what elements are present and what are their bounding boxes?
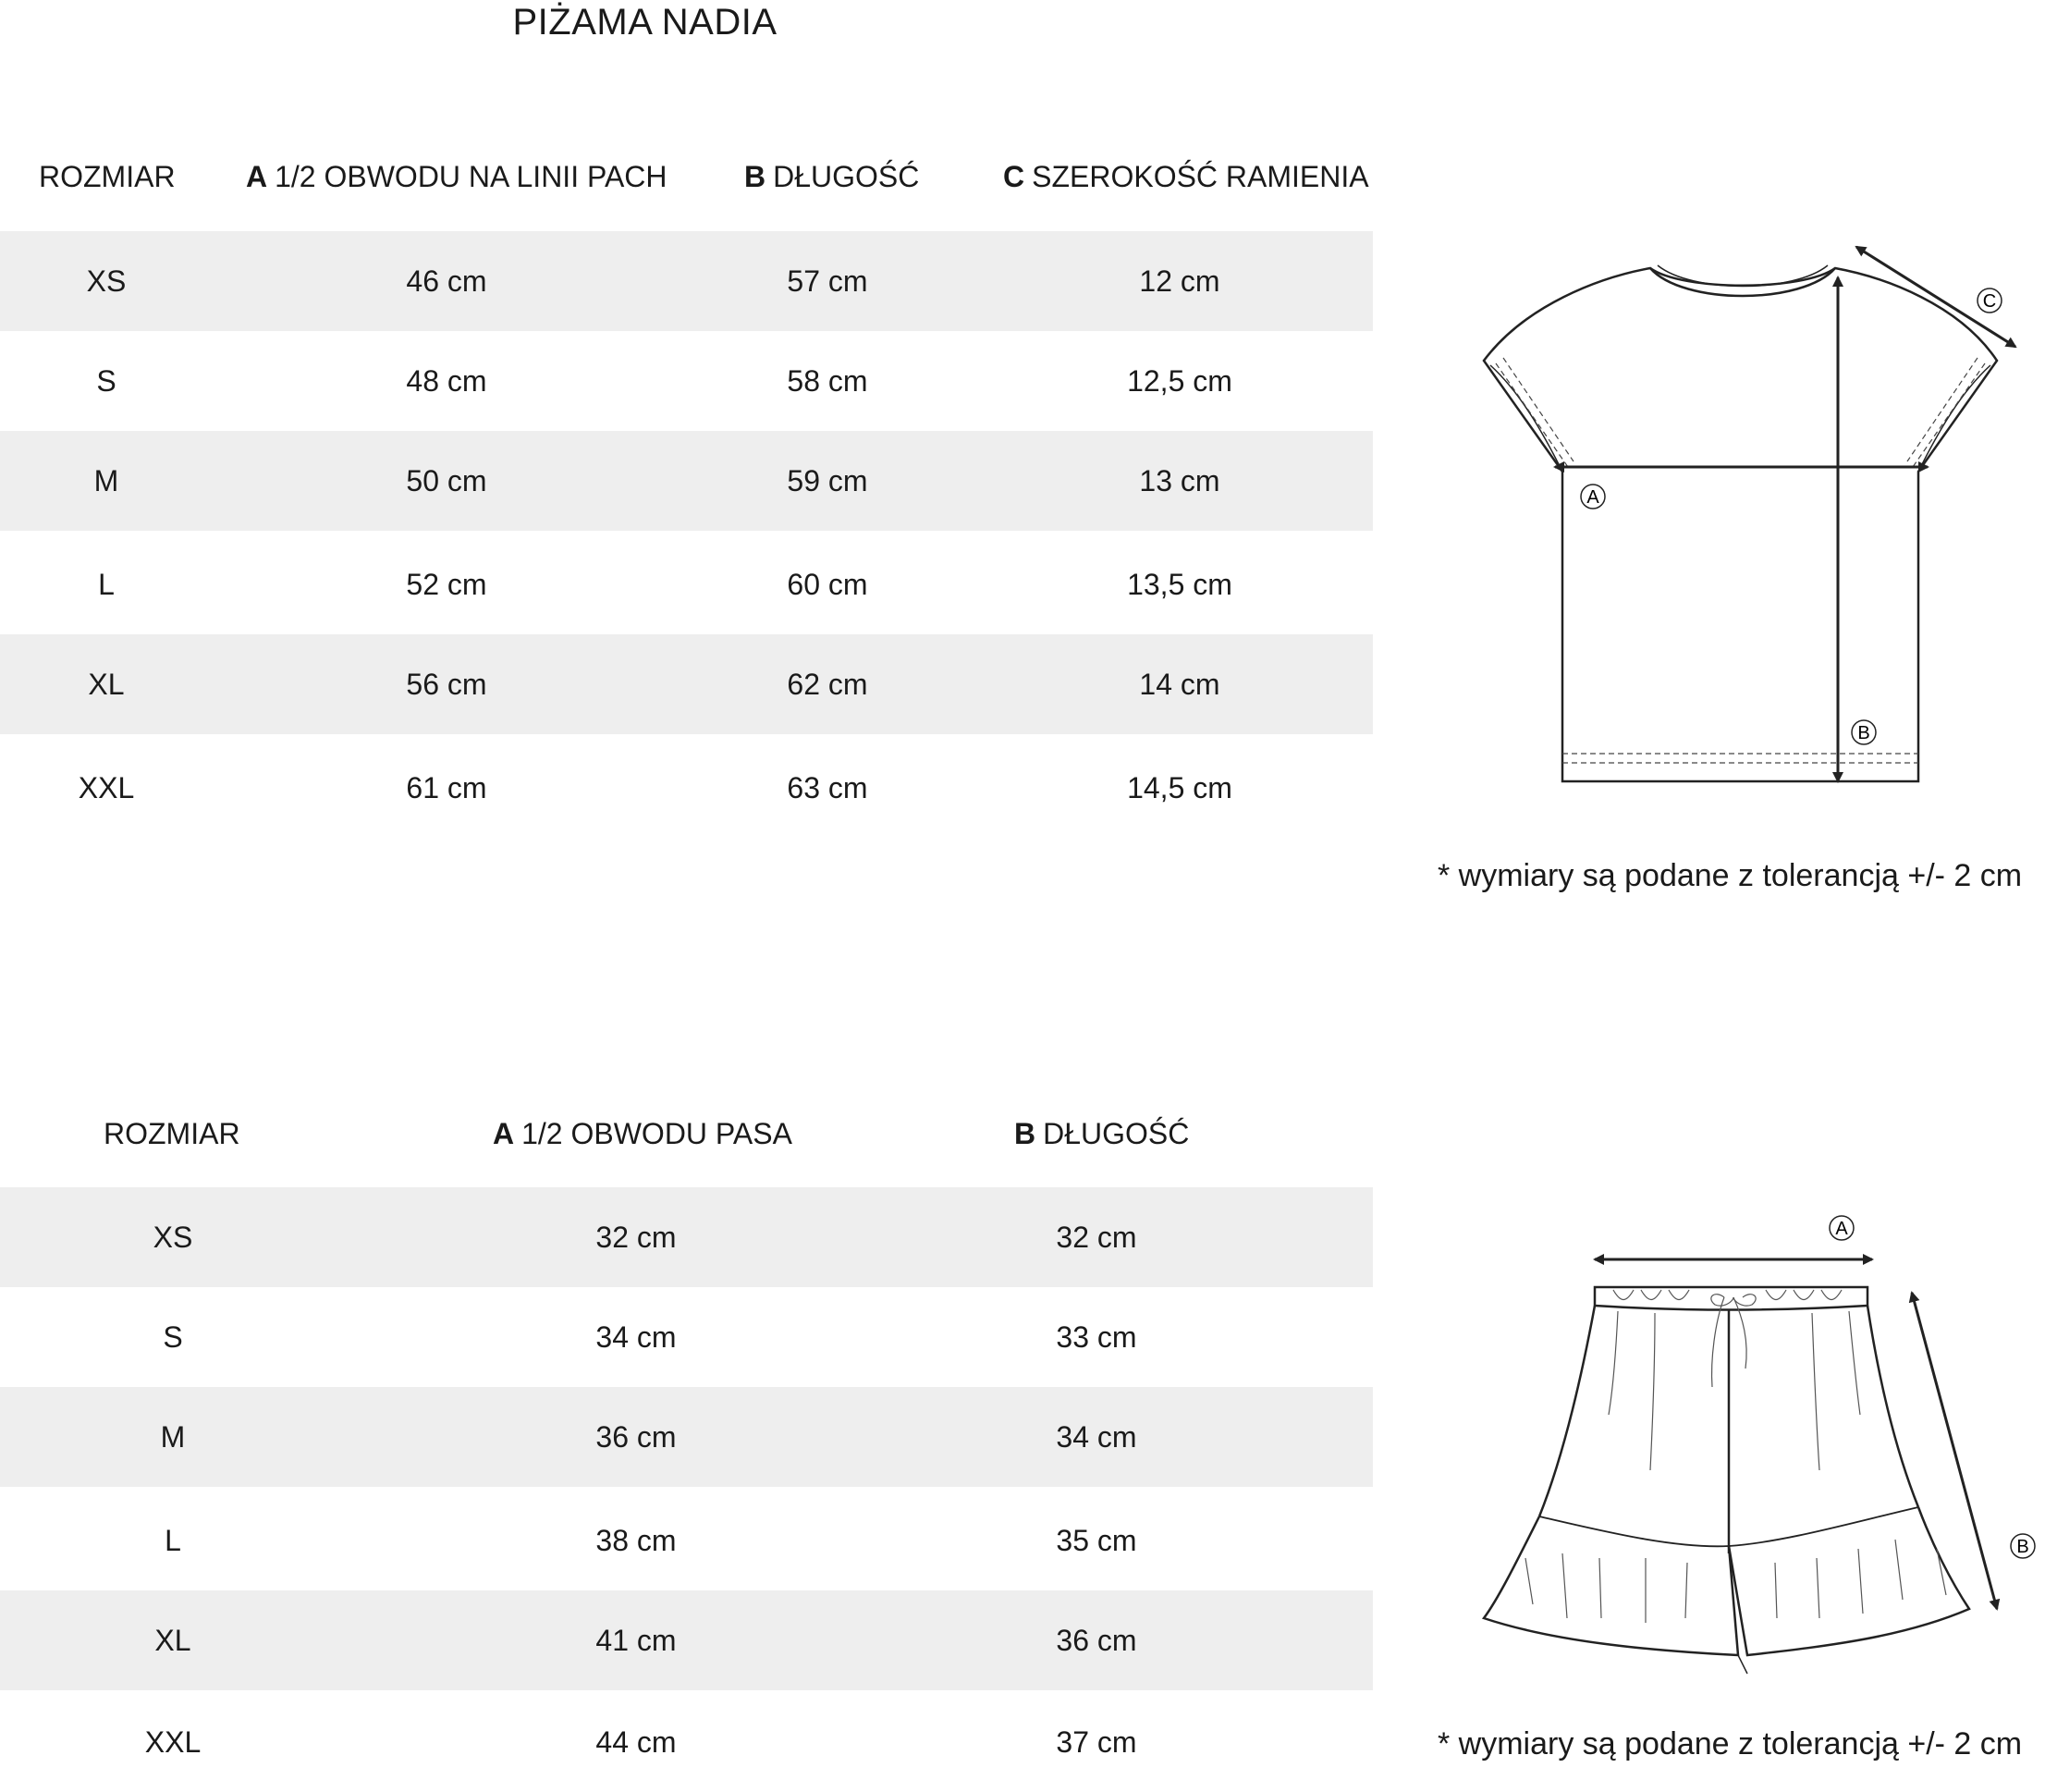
- label-c-icon: [1978, 288, 2002, 313]
- c-cell: 12,5 cm: [1127, 364, 1232, 398]
- size-cell: S: [163, 1320, 183, 1354]
- a-cell: 61 cm: [406, 771, 487, 804]
- a-cell: 46 cm: [406, 264, 487, 298]
- bottom-header-b-letter: B: [1014, 1117, 1036, 1150]
- b-cell: 60 cm: [787, 568, 868, 601]
- top-header-c: [1003, 160, 1369, 194]
- shirt-diagram: [1470, 236, 2043, 791]
- size-cell: L: [165, 1524, 181, 1557]
- top-table-row: [0, 331, 1373, 431]
- top-header-size: ROZMIAR: [39, 160, 176, 193]
- b-cell: 57 cm: [787, 264, 868, 298]
- b-cell: 59 cm: [787, 464, 868, 497]
- tolerance-note-bottom: * wymiary są podane z tolerancją +/- 2 cm: [1438, 1726, 2023, 1761]
- bottom-table-row: [0, 1590, 1373, 1690]
- c-cell: 14,5 cm: [1127, 771, 1232, 804]
- top-table-row: [0, 534, 1373, 634]
- top-header-a: [246, 160, 667, 194]
- bottom-table-row: [0, 1491, 1373, 1590]
- top-table-row: [0, 634, 1373, 734]
- bottom-table-row: [0, 1692, 1373, 1792]
- top-header-b-letter: B: [744, 160, 766, 193]
- size-cell: XXL: [144, 1725, 202, 1759]
- c-cell: 14 cm: [1139, 668, 1220, 701]
- bottom-header-a-letter: A: [493, 1117, 515, 1150]
- diagram-label-a: A: [1835, 1219, 1848, 1239]
- a-cell: 36 cm: [595, 1420, 677, 1454]
- a-cell: 34 cm: [595, 1320, 677, 1354]
- bottom-table-row: [0, 1287, 1373, 1387]
- top-header-c-text: SZEROKOŚĆ RAMIENIA: [1032, 160, 1369, 193]
- top-header-a-letter: A: [246, 160, 268, 193]
- size-cell: M: [160, 1420, 186, 1454]
- size-cell: L: [98, 568, 115, 601]
- a-cell: 48 cm: [406, 364, 487, 398]
- size-cell: XS: [86, 264, 127, 298]
- label-a-icon: [1581, 485, 1605, 509]
- label-b-icon: [1852, 720, 1876, 744]
- b-cell: 37 cm: [1056, 1725, 1137, 1759]
- b-cell: 63 cm: [787, 771, 868, 804]
- shorts-diagram: [1461, 1202, 2043, 1683]
- size-cell: M: [93, 464, 119, 497]
- diagram-label-b: B: [1857, 723, 1870, 743]
- bottom-header-a: [493, 1117, 792, 1151]
- c-cell: 12 cm: [1139, 264, 1220, 298]
- diagram-label-a: A: [1586, 487, 1599, 508]
- top-header-a-text: 1/2 OBWODU NA LINII PACH: [275, 160, 667, 193]
- bottom-table-row: [0, 1387, 1373, 1487]
- size-cell: XXL: [78, 771, 135, 804]
- b-cell: 35 cm: [1056, 1524, 1137, 1557]
- b-cell: 32 cm: [1056, 1221, 1137, 1254]
- waistband-outline: [1595, 1287, 1867, 1310]
- size-cell: S: [96, 364, 116, 398]
- a-cell: 50 cm: [406, 464, 487, 497]
- a-cell: 56 cm: [406, 668, 487, 701]
- size-cell: XL: [88, 668, 125, 701]
- c-cell: 13,5 cm: [1127, 568, 1232, 601]
- page-title: PIŻAMA NADIA: [512, 2, 778, 43]
- b-cell: 34 cm: [1056, 1420, 1137, 1454]
- tolerance-note-top: * wymiary są podane z tolerancją +/- 2 cm: [1438, 858, 2023, 893]
- label-a-icon: [1830, 1216, 1854, 1240]
- c-cell: 13 cm: [1139, 464, 1220, 497]
- a-cell: 52 cm: [406, 568, 487, 601]
- bottom-header-a-text: 1/2 OBWODU PASA: [521, 1117, 792, 1150]
- top-header-c-letter: C: [1003, 160, 1025, 193]
- shirt-outline: [1484, 268, 1997, 781]
- size-cell: XL: [154, 1624, 191, 1657]
- bottom-header-b-text: DŁUGOŚĆ: [1043, 1117, 1190, 1150]
- diagram-label-b: B: [2016, 1537, 2029, 1557]
- bottom-header-b: [1014, 1117, 1189, 1151]
- bottom-header-size: ROZMIAR: [104, 1117, 240, 1150]
- b-cell: 33 cm: [1056, 1320, 1137, 1354]
- label-b-icon: [2011, 1534, 2035, 1558]
- a-cell: 44 cm: [595, 1725, 677, 1759]
- top-header-b-text: DŁUGOŚĆ: [773, 160, 920, 193]
- measure-b-arrow: [1912, 1293, 1997, 1609]
- a-cell: 41 cm: [595, 1624, 677, 1657]
- top-table-row: [0, 431, 1373, 531]
- diagram-label-c: C: [1982, 291, 1997, 312]
- top-table-row: [0, 738, 1373, 838]
- a-cell: 32 cm: [595, 1221, 677, 1254]
- b-cell: 36 cm: [1056, 1624, 1137, 1657]
- top-table-row: [0, 231, 1373, 331]
- b-cell: 58 cm: [787, 364, 868, 398]
- size-cell: XS: [153, 1221, 193, 1254]
- top-header-b: [744, 160, 919, 194]
- b-cell: 62 cm: [787, 668, 868, 701]
- a-cell: 38 cm: [595, 1524, 677, 1557]
- bottom-table-row: [0, 1187, 1373, 1287]
